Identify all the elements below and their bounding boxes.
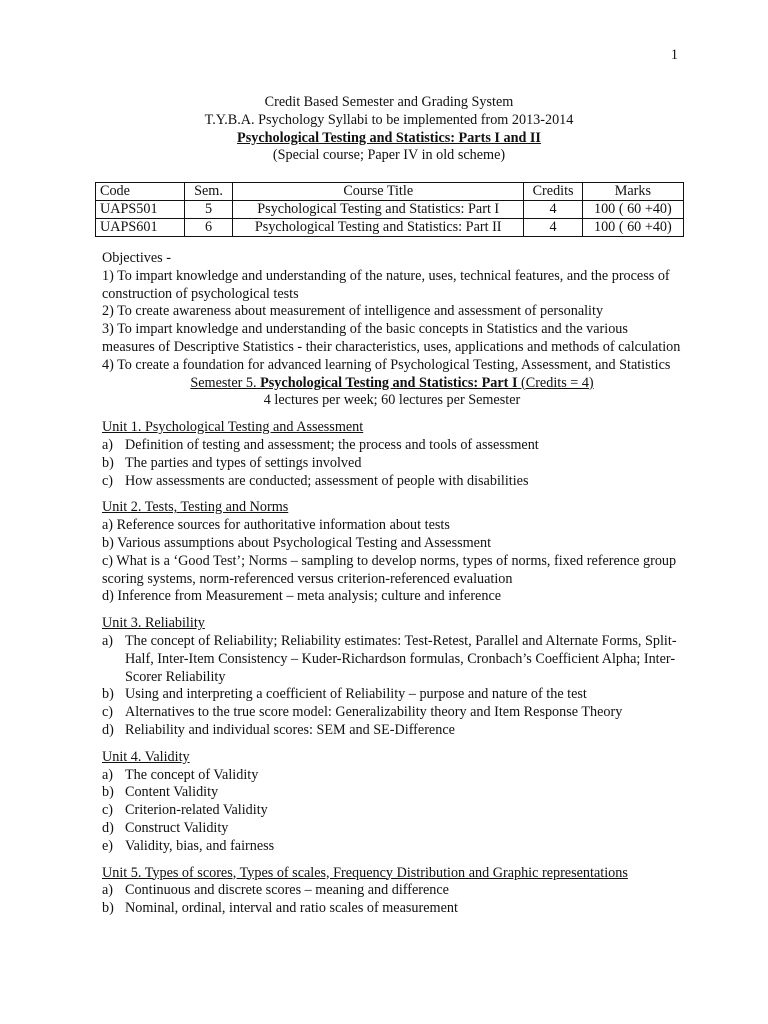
unit-heading: Unit 3. Reliability xyxy=(102,615,205,632)
column-header-sem: Sem. xyxy=(184,183,232,201)
cell-code: UAPS601 xyxy=(96,219,185,237)
objective-item: 2) To create awareness about measurement of intelligence and assessment of personality xyxy=(102,303,604,320)
unit-heading: Unit 2. Tests, Testing and Norms xyxy=(102,499,289,516)
list-item: d) Construct Validity xyxy=(102,819,229,836)
list-item: e) Validity, bias, and fairness xyxy=(102,837,275,854)
unit-heading: Unit 4. Validity xyxy=(102,748,190,765)
lectures-info: 4 lectures per week; 60 lectures per Semester xyxy=(263,392,521,409)
list-item: c) What is a ‘Good Test’; Norms – sampling to develop norms, types of norms, fixed reference group scoring systems, norm-referenced versus criterion-referenced evaluation xyxy=(102,552,677,587)
document-header xyxy=(102,94,676,165)
cell-title: Psychological Testing and Statistics: Part II xyxy=(233,219,524,237)
header-subtitle: (Special course; Paper IV in old scheme) xyxy=(272,147,506,164)
cell-sem: 6 xyxy=(184,219,232,237)
unit-heading: Unit 5. Types of scores, Types of scales, Frequency Distribution and Graphic representations xyxy=(102,864,628,881)
objective-item: 3) To impart knowledge and understanding of the basic concepts in Statistics and the various measures of Descriptive Statistics - their characteristics, uses, applications and methods of calculation xyxy=(102,321,681,355)
semester-heading: Semester 5. Psychological Testing and Statistics: Part I (Credits = 4) xyxy=(190,374,594,391)
header-syllabus-line: T.Y.B.A. Psychology Syllabi to be implemented from 2013-2014 xyxy=(204,111,574,128)
list-item: a) Definition of testing and assessment; the process and tools of assessment xyxy=(102,436,539,453)
table-row xyxy=(96,219,684,237)
table-header-row xyxy=(96,183,684,201)
cell-sem: 5 xyxy=(184,201,232,219)
list-item: a) Continuous and discrete scores – meaning and difference xyxy=(102,882,449,899)
list-item: b) Using and interpreting a coefficient of Reliability – purpose and nature of the test xyxy=(102,686,587,703)
cell-marks: 100 ( 60 +40) xyxy=(582,219,683,237)
column-header-credits: Credits xyxy=(524,183,582,201)
cell-credits: 4 xyxy=(524,201,582,219)
cell-marks: 100 ( 60 +40) xyxy=(582,201,683,219)
table-row xyxy=(96,201,684,219)
course-table xyxy=(95,182,684,237)
list-item: b) Various assumptions about Psychological Testing and Assessment xyxy=(102,534,492,551)
list-item: a) Reference sources for authoritative information about tests xyxy=(102,517,450,534)
objective-item: 1) To impart knowledge and understanding of the nature, uses, technical features, and the process of construction of psychological tests xyxy=(102,267,670,302)
column-header-code: Code xyxy=(96,183,185,201)
cell-code: UAPS501 xyxy=(96,201,185,219)
document-body xyxy=(102,250,682,918)
unit-heading: Unit 1. Psychological Testing and Assessment xyxy=(102,419,364,436)
list-item: b) Content Validity xyxy=(102,784,219,801)
list-item: b) Nominal, ordinal, interval and ratio scales of measurement xyxy=(102,900,458,917)
column-header-title: Course Title xyxy=(233,183,524,201)
objectives-heading: Objectives - xyxy=(102,250,171,266)
list-item: a) The concept of Reliability; Reliability estimates: Test-Retest, Parallel and Alternate Forms, Split-Half, Inter-Item Consistency – Kuder-Richardson formulas, Cronbach’s Coefficient Alpha; Inter-Scorer Reliability xyxy=(102,632,677,685)
list-item: c) How assessments are conducted; assessment of people with disabilities xyxy=(102,472,529,489)
column-header-marks: Marks xyxy=(582,183,683,201)
list-item: d) Reliability and individual scores: SEM and SE-Difference xyxy=(102,721,455,738)
document-title: Psychological Testing and Statistics: Parts I and II xyxy=(237,129,541,146)
list-item: d) Inference from Measurement – meta analysis; culture and inference xyxy=(102,588,502,605)
list-item: c) Alternatives to the true score model: Generalizability theory and Item Response Theory xyxy=(102,704,623,721)
page-number: 1 xyxy=(670,47,678,63)
objective-item: 4) To create a foundation for advanced learning of Psychological Testing, Assessment, and Statistics xyxy=(102,356,671,373)
list-item: b) The parties and types of settings involved xyxy=(102,454,362,471)
list-item: c) Criterion-related Validity xyxy=(102,802,268,819)
header-system-line: Credit Based Semester and Grading System xyxy=(264,94,514,110)
cell-credits: 4 xyxy=(524,219,582,237)
cell-title: Psychological Testing and Statistics: Part I xyxy=(233,201,524,219)
list-item: a) The concept of Validity xyxy=(102,766,259,783)
